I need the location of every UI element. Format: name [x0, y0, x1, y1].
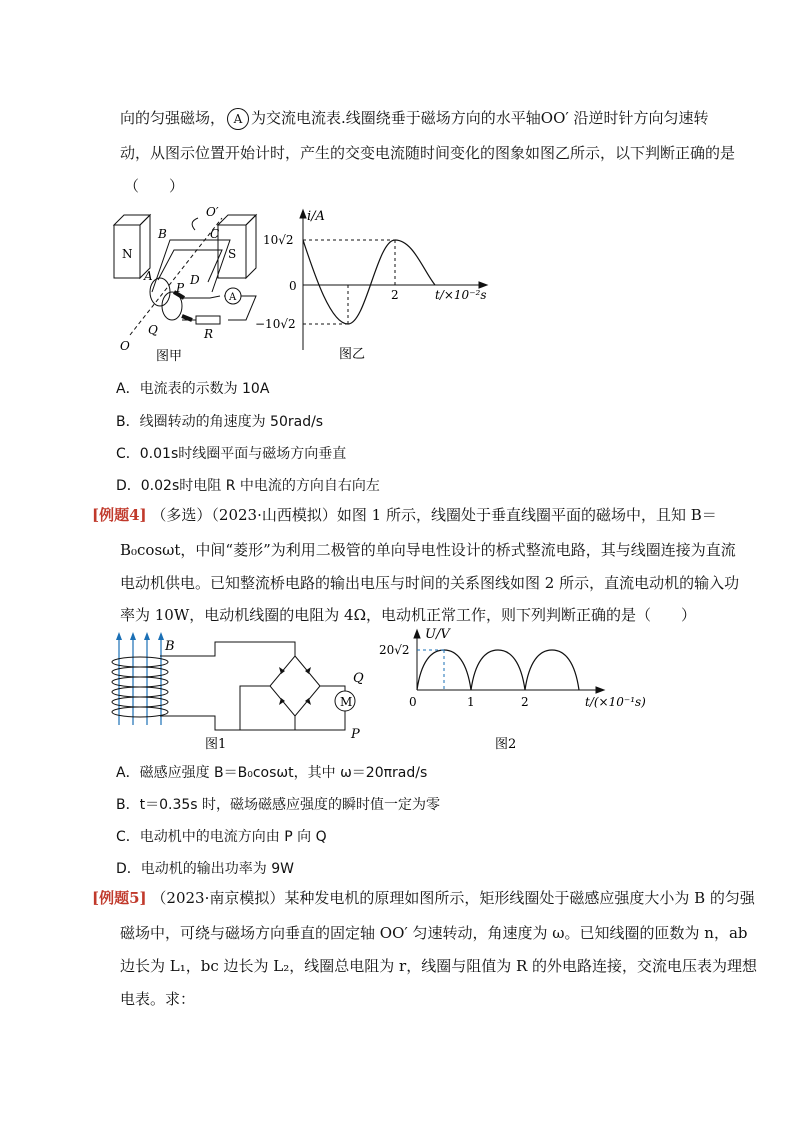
graph-tick-2: 2: [391, 288, 399, 302]
q4-tag: [例题4]: [92, 506, 147, 524]
q5-line3: 边长为 L₁，bc 边长为 L₂，线圈总电阻为 r，线圈与阻值为 R 的外电路连接，交流电压表为理想: [120, 957, 758, 975]
q3-line1-post: 为交流电流表.线圈绕垂于磁场方向的水平轴OO′ 沿逆时针方向匀速转: [251, 109, 709, 127]
q3-option-d[interactable]: D．0.02s时电阻 R 中电流的方向自右向左: [116, 478, 380, 494]
caption-fig2: 图2: [495, 737, 517, 752]
q3-line1-pre: 向的匀强磁场，: [120, 109, 226, 127]
graph2-top-value: 20√2: [379, 643, 410, 657]
motor-label: M: [340, 695, 353, 709]
graph2-ylabel: U/V: [425, 627, 450, 642]
q3-line3: （ ）: [124, 177, 185, 195]
q5-line4: 电表。求：: [120, 990, 196, 1008]
q3-option-c[interactable]: C．0.01s时线圈平面与磁场方向垂直: [116, 446, 347, 462]
graph2-t0: 0: [409, 695, 417, 709]
label-N: N: [122, 247, 133, 261]
ammeter-symbol: A: [227, 108, 249, 130]
label-Q: Q: [148, 323, 158, 337]
q4-line4: 率为 10W，电动机线圈的电阻为 4Ω，电动机正常工作，则下列判断正确的是（ ）: [120, 606, 697, 624]
caption-fig-jia: 图甲: [156, 349, 183, 364]
label-S: S: [228, 247, 237, 261]
q5-line2: 磁场中，可绕与磁场方向垂直的固定轴 OO′ 匀速转动，角速度为 ω。已知线圈的匝数为 n，ab: [120, 924, 748, 942]
q4-line1: [92, 505, 717, 525]
figure-current-graph: [255, 200, 500, 365]
graph-zero: 0: [289, 279, 297, 293]
label-A: A: [144, 269, 153, 283]
q4-option-d[interactable]: D．电动机的输出功率为 9W: [116, 861, 294, 877]
label-O-prime: O′: [206, 205, 219, 219]
graph-xlabel: t/×10⁻²s: [435, 288, 487, 302]
label-R: R: [204, 327, 214, 341]
label-B: B: [158, 227, 167, 241]
q3-line1: [120, 108, 709, 130]
label-B-fig1: B: [165, 639, 175, 654]
ammeter-label: A: [229, 292, 237, 303]
label-Q-fig1: Q: [353, 671, 364, 686]
q4-option-b[interactable]: B．t＝0.35s 时，磁场磁感应强度的瞬时值一定为零: [116, 797, 441, 813]
graph2-xlabel: t/(×10⁻¹s): [585, 695, 646, 709]
q4-option-a[interactable]: A．磁感应强度 B＝B₀cosωt，其中 ω＝20πrad/s: [116, 765, 428, 781]
label-O: O: [120, 339, 130, 353]
graph2-t1: 1: [467, 695, 475, 709]
label-C: C: [210, 227, 220, 241]
label-D: D: [190, 273, 200, 287]
q5-line1: [92, 888, 755, 908]
graph-top-value: 10√2: [263, 233, 294, 247]
q4-option-c[interactable]: C．电动机中的电流方向由 P 向 Q: [116, 829, 327, 845]
figure-rectifier-circuit: [105, 630, 375, 755]
q5-tag: [例题5]: [92, 889, 147, 907]
q4-line3: 电动机供电。已知整流桥电路的输出电压与时间的关系图线如图 2 所示，直流电动机的输入功: [120, 574, 740, 592]
graph2-t2: 2: [521, 695, 529, 709]
graph-bottom-value: −10√2: [255, 317, 296, 331]
q4-line1-text: （多选）（2023·山西模拟）如图 1 所示，线圈处于垂直线圈平面的磁场中，且知 B＝: [151, 506, 717, 524]
label-P: P: [176, 281, 185, 295]
caption-fig-yi: 图乙: [339, 347, 366, 362]
graph-ylabel: i/A: [307, 209, 325, 224]
figure-voltage-graph: [375, 622, 665, 757]
label-P-fig1: P: [351, 727, 360, 742]
caption-fig1: 图1: [205, 737, 227, 752]
q5-line1-text: （2023·南京模拟）某种发电机的原理如图所示，矩形线圈处于磁感应强度大小为 B 的匀强: [151, 889, 755, 907]
q3-option-a[interactable]: A．电流表的示数为 10A: [116, 381, 270, 397]
q3-option-b[interactable]: B．线圈转动的角速度为 50rad/s: [116, 414, 324, 430]
q4-line2: B₀cosωt，中间“菱形”为利用二极管的单向导电性设计的桥式整流电路，其与线圈连接为直流: [120, 541, 736, 559]
q3-line2: 动，从图示位置开始计时，产生的交变电流随时间变化的图象如图乙所示，以下判断正确的是: [120, 144, 736, 162]
